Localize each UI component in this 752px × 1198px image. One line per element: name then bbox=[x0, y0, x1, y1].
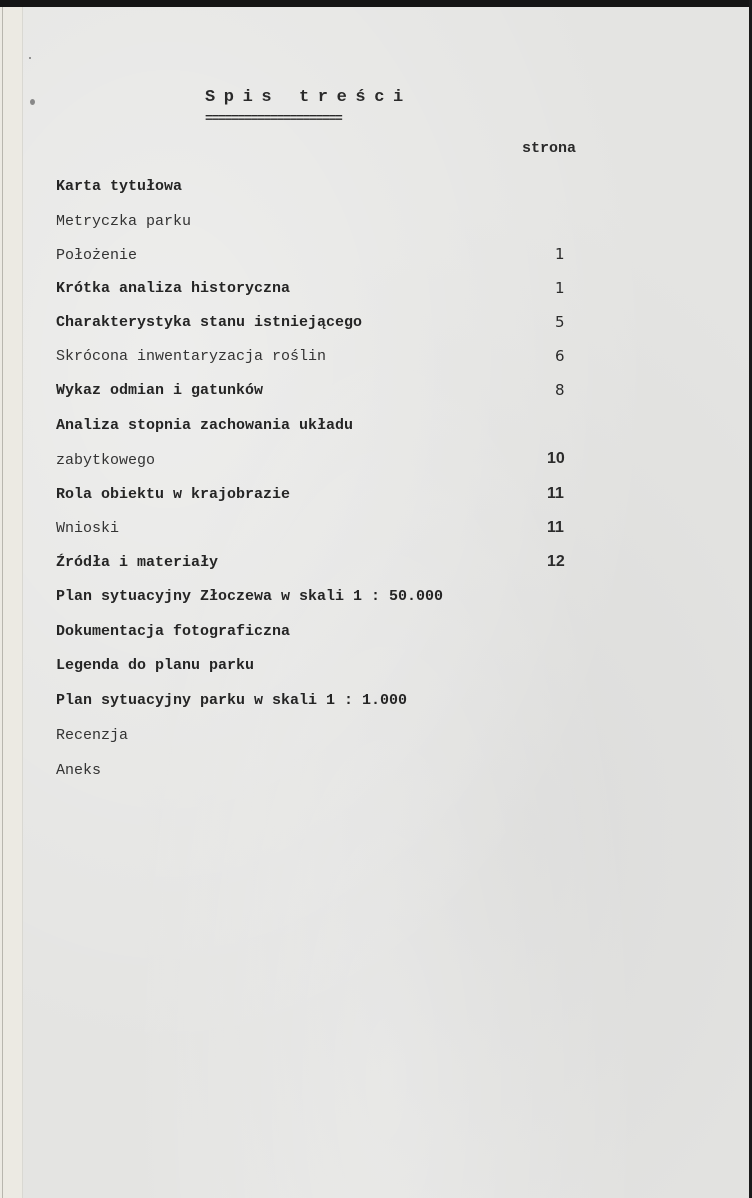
page-number: 11 bbox=[547, 519, 564, 536]
ink-speck bbox=[30, 99, 35, 105]
toc-item-metryczka-parku: Metryczka parku bbox=[56, 213, 192, 230]
binding-strip bbox=[0, 7, 23, 1198]
page-number: 1 bbox=[555, 245, 565, 263]
page-number: 12 bbox=[547, 553, 565, 570]
page-title: Spis treści bbox=[205, 88, 412, 107]
toc-item-karta-tytulowa: Karta tytułowa bbox=[56, 178, 183, 195]
toc-item-wnioski: Wnioski bbox=[56, 520, 120, 537]
binding-line bbox=[2, 7, 3, 1198]
page-number: 5 bbox=[555, 313, 565, 331]
toc-item-dokumentacja: Dokumentacja fotograficzna bbox=[56, 623, 291, 640]
toc-item-inwentaryzacja: Skrócona inwentaryzacja roślin bbox=[56, 348, 327, 365]
toc-item-aneks: Aneks bbox=[56, 762, 102, 779]
toc-item-analiza-stopnia: Analiza stopnia zachowania układu bbox=[56, 417, 354, 434]
page-column-header: strona bbox=[522, 140, 577, 157]
page-number: 11 bbox=[547, 485, 564, 502]
toc-item-zrodla: Źródła i materiały bbox=[56, 554, 219, 571]
page-number: 10 bbox=[547, 450, 565, 467]
page-number: 1 bbox=[555, 279, 565, 297]
toc-item-plan-zloczewa: Plan sytuacyjny Złoczewa w skali 1 : 50.000 bbox=[56, 588, 444, 605]
toc-item-charakterystyka: Charakterystyka stanu istniejącego bbox=[56, 314, 363, 331]
toc-item-plan-parku: Plan sytuacyjny parku w skali 1 : 1.000 bbox=[56, 692, 408, 709]
scan-top-edge bbox=[0, 0, 752, 7]
toc-item-rola-obiektu: Rola obiektu w krajobrazie bbox=[56, 486, 291, 503]
toc-item-zabytkowego: zabytkowego bbox=[56, 452, 156, 469]
toc-item-legenda: Legenda do planu parku bbox=[56, 657, 255, 674]
page-number: 8 bbox=[555, 381, 565, 399]
toc-item-wykaz-odmian: Wykaz odmian i gatunków bbox=[56, 382, 264, 399]
toc-item-polozenie: Położenie bbox=[56, 247, 138, 264]
toc-item-krotka-analiza: Krótka analiza historyczna bbox=[56, 280, 291, 297]
ink-speck bbox=[29, 57, 31, 59]
page-number: 6 bbox=[555, 347, 565, 365]
title-underline: ===================== bbox=[205, 111, 342, 126]
toc-item-recenzja: Recenzja bbox=[56, 727, 129, 744]
